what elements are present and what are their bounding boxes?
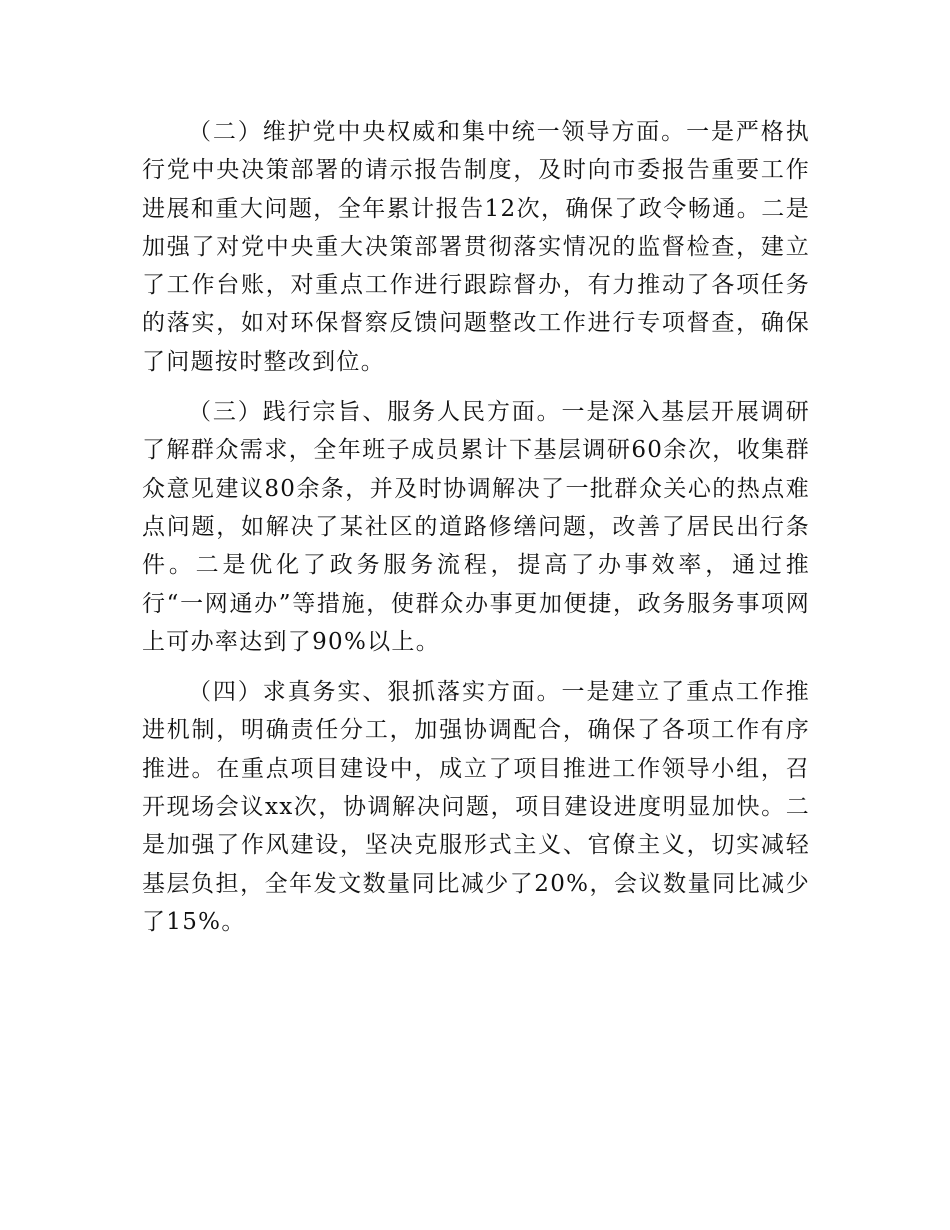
paragraph-section-2: （二）维护党中央权威和集中统一领导方面。一是严格执行党中央决策部署的请示报告制度，及时向市委报告重要工作进展和重大问题，全年累计报告12次，确保了政令畅通。二是加强了对党中央重大决策部署贯彻落实情况的监督检查，建立了工作台账，对重点工作进行跟踪督办，有力推动了各项任务的落实，如对环保督察反馈问题整改工作进行专项督查，确保了问题按时整改到位。	[142, 119, 810, 375]
paragraph-section-4: （四）求真务实、狠抓落实方面。一是建立了重点工作推进机制，明确责任分工，加强协调配合，确保了各项工作有序推进。在重点项目建设中，成立了项目推进工作领导小组，召开现场会议xx次，协调解决问题，项目建设进度明显加快。二是加强了作风建设，坚决克服形式主义、官僚主义，切实减轻基层负担，全年发文数量同比减少了20%，会议数量同比减少了15%。	[142, 679, 810, 935]
document-body	[142, 113, 810, 953]
paragraph-section-3: （三）践行宗旨、服务人民方面。一是深入基层开展调研了解群众需求，全年班子成员累计下基层调研60余次，收集群众意见建议80余条，并及时协调解决了一批群众关心的热点难点问题，如解决了某社区的道路修缮问题，改善了居民出行条件。二是优化了政务服务流程，提高了办事效率，通过推行“一网通办”等措施，使群众办事更加便捷，政务服务事项网上可办率达到了90%以上。	[142, 399, 810, 655]
